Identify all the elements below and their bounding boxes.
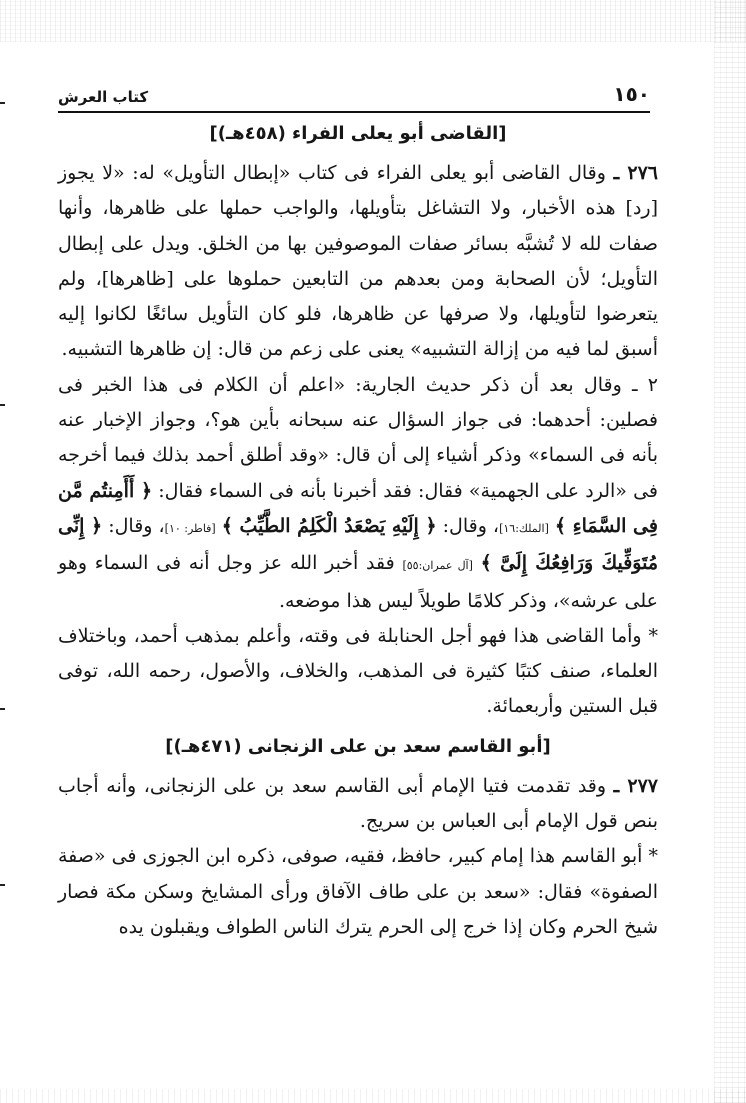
scan-right-edge: [714, 0, 746, 1103]
verse-reference: [الملك:١٦]: [499, 521, 549, 535]
margin-mark: [0, 708, 5, 710]
paragraph-text: ، وقال:: [108, 514, 165, 537]
paragraph-text: وقد تقدمت فتيا الإمام أبى القاسم سعد بن على الزنجانى، وأنه أجاب بنص قول الإمام أبى العباس بن سريج.: [58, 774, 658, 833]
section-heading: [القاضى أبو يعلى الفراء (٤٥٨هـ)]: [209, 123, 507, 144]
quran-verse: ﴿ أَأَمِنتُم مَّن فِى السَّمَاءِ ﴾: [58, 479, 658, 537]
paragraph-2: [58, 368, 658, 619]
margin-mark: [0, 884, 5, 886]
verse-reference: [آل عمران:٥٥]: [402, 559, 473, 573]
page-body: [58, 112, 658, 945]
paragraph-text: فقد أخبر الله عز وجل أنه فى السماء وهو على عرشه»، وذكر كلامًا طويلاً ليس هذا موضعه.: [58, 552, 658, 612]
scan-top-edge: [0, 0, 746, 42]
page-header: [58, 72, 650, 106]
paragraph-276: [58, 156, 658, 368]
paragraph-text: ، وقال:: [442, 514, 500, 537]
biography-note: * أبو القاسم هذا إمام كبير، حافظ، فقيه، صوفى، ذكره ابن الجوزى فى «صفة الصفوة» فقال: «سعد بن على طاف الآفاق ورأى المشايخ وسكن مكة فصار شيخ الحرم وكان إذا خرج إلى الحرم يترك الناس الطواف ويقبلون يده: [57, 845, 658, 938]
verse-reference: [فاطر: ١٠]: [164, 521, 216, 535]
page-number: ١٥٠: [613, 82, 650, 106]
biography-note: * وأما القاضى هذا فهو أجل الحنابلة فى وقته، وأعلم بمذهب أحمد، وباختلاف العلماء، صنف كتبًا كثيرة فى المذهب، والخلاف، والأصول، رحمه الله، توفى قبل الستين وأربعمائة.: [58, 624, 658, 718]
paragraph-277: [58, 769, 658, 840]
paragraph-number: ٢٧٧ ـ: [613, 774, 658, 797]
paragraph-text: وقال القاضى أبو يعلى الفراء فى كتاب «إبطال التأويل» له: «لا يجوز [رد] هذه الأخبار، ولا التشاغل بتأويلها، والواجب حملها على ظاهرها، وأنها صفات لله لا تُشبَّه بسائر صفات الموصوفين بها من الخلق. ويدل على إبطال التأويل؛ لأن الصحابة ومن بعدهم من التابعين حملوها على [ظاهرها]، ولم يتعرضوا لتأويلها، ولا صرفها عن ظاهرها، فلو كان التأويل سائغًا لكانوا إليه أسبق لما فيه من إزالة التشبيه» يعنى على زعم من قال: إن ظاهرها التشبيه.: [58, 162, 658, 361]
quran-verse: ﴿ إِلَيْهِ يَصْعَدُ الْكَلِمُ الطَّيِّبُ ﴾: [221, 514, 437, 537]
scan-bottom-edge: [0, 1089, 746, 1103]
paragraph-number: ٢٧٦ ـ: [613, 162, 658, 184]
running-title: كتاب العرش: [58, 88, 149, 106]
paragraph-text: ٢ ـ وقال بعد أن ذكر حديث الجارية: «اعلم أن الكلام فى هذا الخبر فى فصلين: أحدهما: فى جواز السؤال عنه سبحانه بأين هو؟، وجواز الإخبار عنه بأنه فى السماء» وذكر أشياء إلى أن قال: «وقد أطلق أحمد بذلك فيما أخرجه فى «الرد على الجهمية» فقال: فقد أخبرنا بأنه فى السماء فقال:: [58, 373, 658, 502]
quran-verse: ﴿ إِنِّى مُتَوَفِّيكَ وَرَافِعُكَ إِلَىَّ ﴾: [58, 514, 658, 575]
margin-mark: [0, 102, 5, 104]
section-heading: [أبو القاسم سعد بن على الزنجانى (٤٧١هـ)]: [165, 735, 551, 757]
margin-mark: [0, 404, 5, 406]
